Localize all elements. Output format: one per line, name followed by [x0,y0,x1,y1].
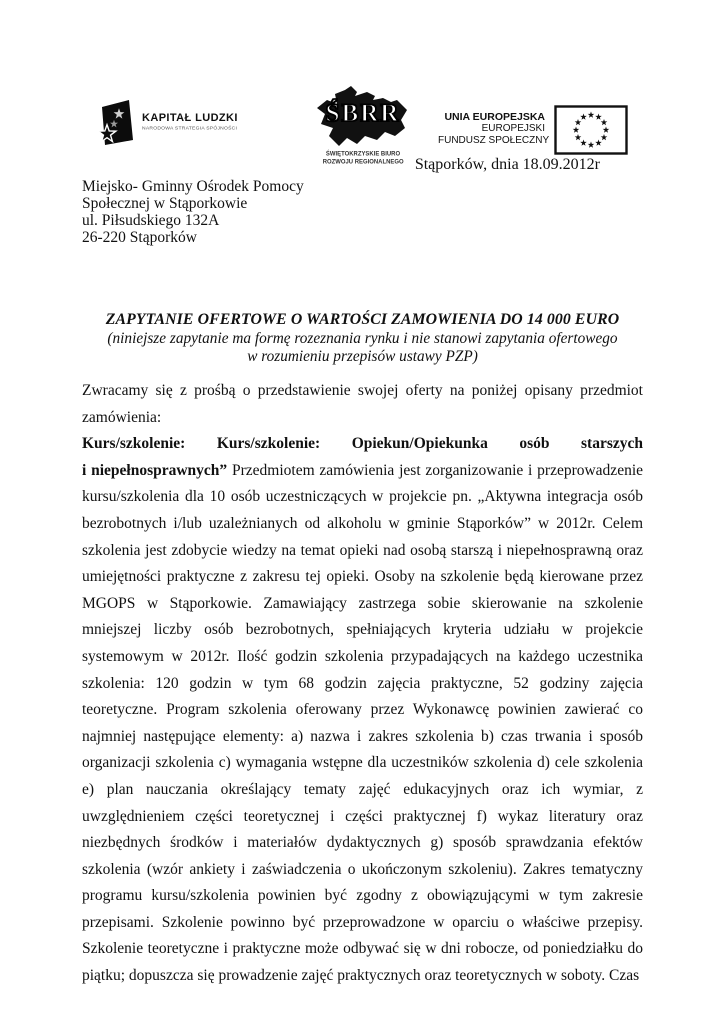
description-text: Przedmiotem zamówienia jest zorganizowanie i przeprowadzenie kursu/szkolenia dla 10 osób uczestniczących w projekcie pn. „Aktywna integracja osób bezrobotnych i/lub uzależnianych od alkoholu w gminie Stąporków” w 2012r. Celem szkolenia jest zdobycie wiedzy na temat opieki nad osobą starszą i niepełnosprawną oraz umiejętności praktyczne z zakresu tej opieki. Osoby na szkolenie będą kierowane przez MGOPS w Stąporkowie. Zamawiający zastrzega sobie skierowanie na szkolenie mniejszej liczby osób bezrobotnych, spełniających kryteria udziału w projekcie systemowym w 2012r. Ilość godzin szkolenia przypadających na każdego uczestnika szkolenia: 120 godzin w tym 68 godzin zajęcia praktyczne, 52 godziny zajęcia teoretyczne. Program szkolenia oferowany przez Wykonawcę powinien zawierać co najmniej następujące elementy: a) nazwa i zakres szkolenia b) czas trwania i sposób organizacji szkolenia c) wymagania wstępne dla uczestników szkolenia d) cele szkolenia e) plan nauczania określający tematy zajęć edukacyjnych oraz ich wymiar, z uwzględnieniem części teoretycznej i części praktycznej f) wykaz literatury oraz niezbędnych środków i materiałów dydaktycznych g) sposób sprawdzania efektów szkolenia (wzór ankiety i zaświadczenia o ukończonym szkoleniu). Zakres tematyczny programu kursu/szkolenia powinien być zgodny z obowiązującymi w tym zakresie przepisami. Szkolenie powinno być przeprowadzone w oparciu o właściwe przepisy. Szkolenie teoretyczne i praktyczne może odbywać się w dni robocze, od poniedziałku do piątku; dopuszcza się prowadzenie zajęć praktycznych oraz teoretycznych w soboty. Czas [82,461,644,985]
kapital-ludzki-logo [98,99,295,146]
document-title [0,311,725,367]
eu-logo-text [438,105,550,155]
date-line: Stąporków, dnia 18.09.2012r [414,156,600,173]
eu-fund-label-line2: FUNDUSZ SPOŁECZNY [438,135,550,146]
title-subtitle-line2: w rozumieniu przepisów ustawy PZP) [247,348,478,365]
eu-logo [438,105,628,155]
title-main: ZAPYTANIE OFERTOWE O WARTOŚCI ZAMOWIENIA DO 14 000 EURO [105,311,620,328]
subject-continued: i niepełnosprawnych” [82,461,228,479]
sender-line-1: Miejsko- Gminny Ośrodek Pomocy [82,178,304,195]
sender-line-3: ul. Piłsudskiego 132A [82,212,220,229]
kapital-ludzki-title: KAPITAŁ LUDZKI [142,112,238,124]
description-paragraph [82,458,643,990]
intro-paragraph: Zwracamy się z prośbą o przedstawienie swojej oferty na poniżej opisany przedmiot zamówienia: [82,382,643,426]
kapital-ludzki-flag-icon [98,99,135,146]
document-body [82,378,643,990]
title-subtitle-line1: (niniejsze zapytanie ma formę rozeznania rynku i nie stanowi zapytania ofertowego [107,329,618,347]
sbrr-subtitle-line2: ROZWOJU REGIONALNEGO [322,158,404,165]
sbrr-acronym: ŚBRR [325,100,401,127]
sbrr-subtitle-line1: ŚWIĘTOKRZYSKIE BIURO [325,150,401,157]
sender-address [82,178,304,246]
subject-line: Kurs/szkolenie: Kurs/szkolenie: Opiekun/Opiekunka osób starszych [82,435,643,453]
kapital-ludzki-subtitle: NARODOWA STRATEGIA SPÓJNOŚCI [142,125,238,131]
eu-fund-label-line1: EUROPEJSKI [481,123,545,134]
eu-flag-icon [554,105,628,155]
eu-union-label: UNIA EUROPEJSKA [444,111,545,123]
sender-line-4: 26-220 Stąporków [82,229,197,246]
kapital-ludzki-text [142,99,295,146]
sender-line-2: Społecznej w Stąporkowie [82,195,248,212]
